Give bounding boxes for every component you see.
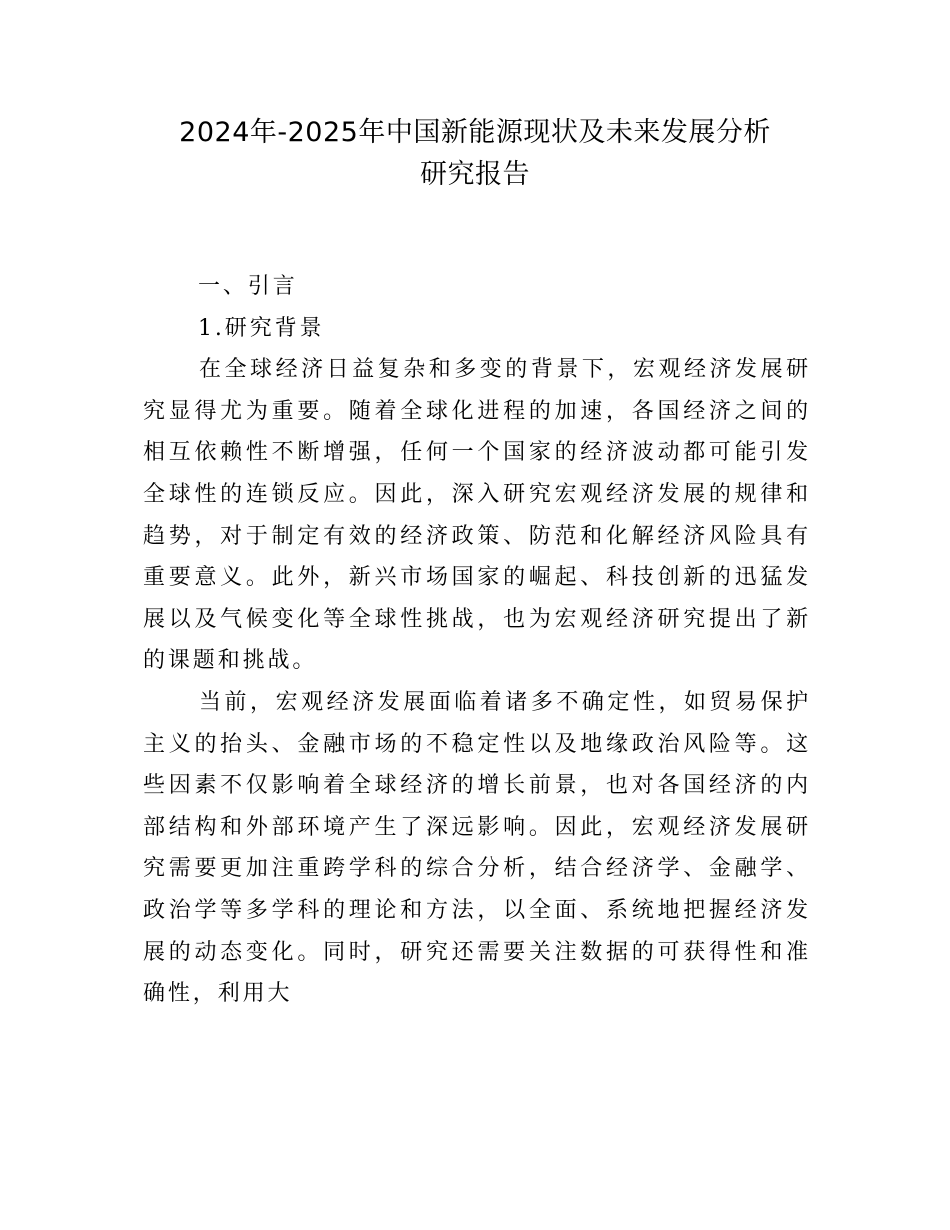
section-heading: 一、引言 [198, 274, 298, 299]
document-title-line-2: 研究报告 [420, 159, 530, 190]
document-body [143, 266, 811, 1015]
subsection-heading: 1.研究背景 [198, 315, 325, 341]
body-paragraph-2: 当前，宏观经济发展面临着诸多不确定性，如贸易保护主义的抬头、金融市场的不稳定性以及地缘政治风险等。这些因素不仅影响着全球经济的增长前景，也对各国经济的内部结构和外部环境产生了深远影响。因此，宏观经济发展研究需要更加注重跨学科的综合分析，结合经济学、金融学、政治学等多学科的理论和方法，以全面、系统地把握经济发展的动态变化。同时，研究还需要关注数据的可获得性和准确性，利用大 [143, 689, 811, 1007]
body-paragraph-1: 在全球经济日益复杂和多变的背景下，宏观经济发展研究显得尤为重要。随着全球化进程的加速，各国经济之间的相互依赖性不断增强，任何一个国家的经济波动都可能引发全球性的连锁反应。因此，深入研究宏观经济发展的规律和趋势，对于制定有效的经济政策、防范和化解经济风险具有重要意义。此外，新兴市场国家的崛起、科技创新的迅猛发展以及气候变化等全球性挑战，也为宏观经济研究提出了新的课题和挑战。 [143, 357, 811, 674]
document-title-line-1: 2024年-2025年中国新能源现状及未来发展分析 [179, 117, 771, 148]
document-title [0, 112, 950, 196]
